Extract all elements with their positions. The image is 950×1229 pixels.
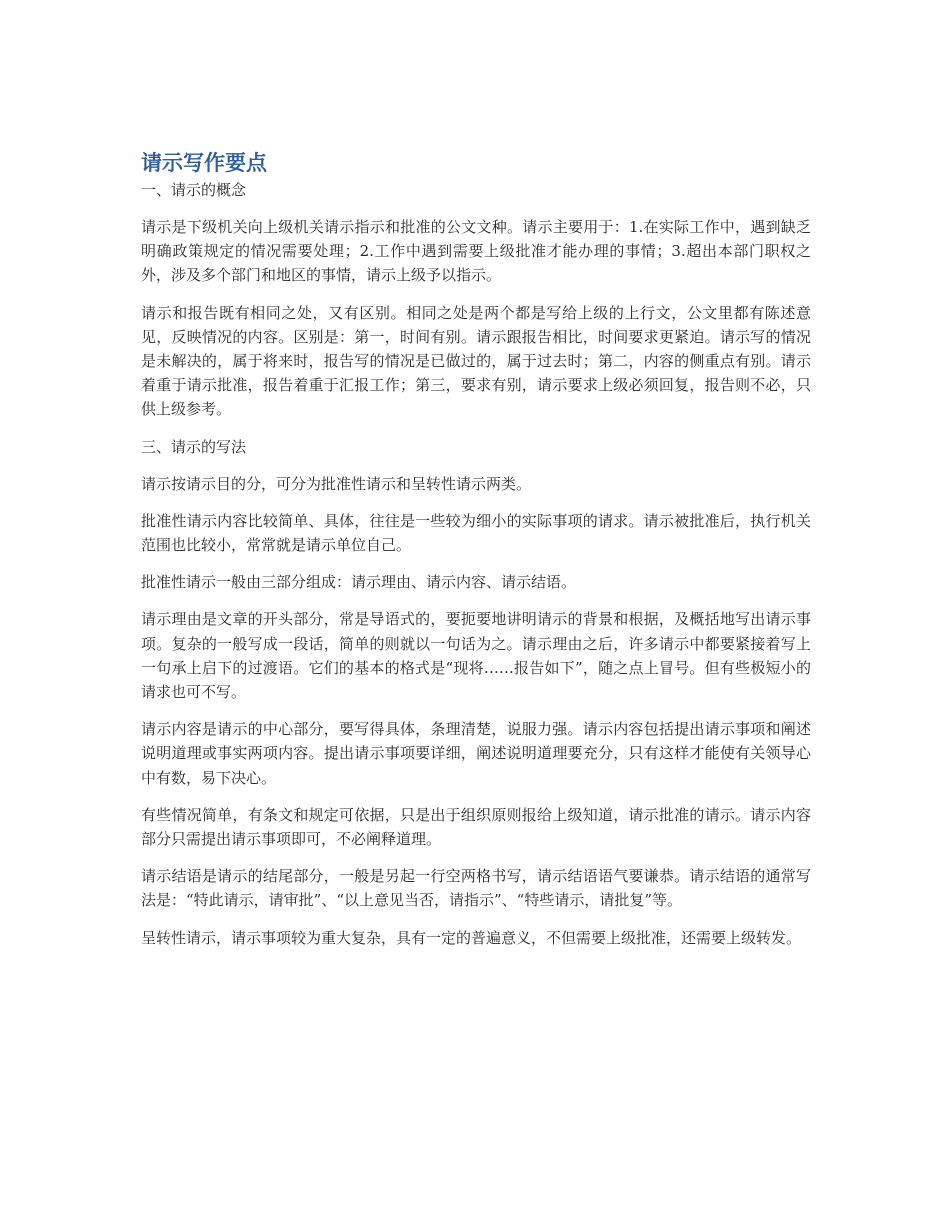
paragraph-approval-type: 批准性请示内容比较简单、具体，往往是一些较为细小的实际事项的请求。请示被批准后，执行机关范围也比较小，常常就是请示单位自己。 <box>141 511 811 555</box>
paragraph-definition: 请示是下级机关向上级机关请示指示和批准的公文文种。请示主要用于：1.在实际工作中，遇到缺乏明确政策规定的情况需要处理；2.工作中遇到需要上级批准才能办理的事情；3.超出本部门职权之外，涉及多个部门和地区的事情，请示上级予以指示。 <box>141 218 811 285</box>
paragraph-closing: 请示结语是请示的结尾部分，一般是另起一行空两格书写，请示结语语气要谦恭。请示结语的通常写法是：“特此请示，请审批”、“以上意见当否，请指示”、“特些请示，请批复”等。 <box>141 867 811 910</box>
paragraph-composition: 批准性请示一般由三部分组成：请示理由、请示内容、请示结语。 <box>141 573 577 592</box>
paragraph-difference: 请示和报告既有相同之处，又有区别。相同之处是两个都是写给上级的上行文，公文里都有陈述意见，反映情况的内容。区别是：第一，时间有别。请示跟报告相比，时间要求更紧迫。请示写的情况是未解决的，属于将来时，报告写的情况是已做过的，属于过去时；第二，内容的侧重点有别。请示着重于请示批准，报告着重于汇报工作；第三，要求有别，请示要求上级必须回复，报告则不必，只供上级参考。 <box>141 303 811 419</box>
section-heading-concept: 一、请示的概念 <box>141 181 247 199</box>
document-page <box>141 148 811 963</box>
paragraph-simple-cases: 有些情况简单，有条文和规定可依据，只是出于组织原则报给上级知道，请示批准的请示。请示内容部分只需提出请示事项即可，不必阐释道理。 <box>141 805 811 849</box>
paragraph-forwarding-type: 呈转性请示，请示事项较为重大复杂，具有一定的普遍意义，不但需要上级批准，还需要上级转发。 <box>141 928 802 947</box>
document-title: 请示写作要点 <box>141 151 267 175</box>
paragraph-reason: 请示理由是文章的开头部分，常是导语式的，要扼要地讲明请示的背景和根据，及概括地写出请示事项。复杂的一般写成一段话，简单的则就以一句话为之。请示理由之后，许多请示中都要紧接着写上一句承上启下的过渡语。它们的基本的格式是“现将……报告如下”，随之点上冒号。但有些极短小的请求也可不写。 <box>141 610 811 702</box>
section-heading-writing: 三、请示的写法 <box>141 437 247 456</box>
paragraph-types: 请示按请示目的分，可分为批准性请示和呈转性请示两类。 <box>141 474 532 493</box>
paragraph-content: 请示内容是请示的中心部分，要写得具体，条理清楚，说服力强。请示内容包括提出请示事项和阐述说明道理或事实两项内容。提出请示事项要详细，阐述说明道理要充分，只有这样才能使有关领导心中有数，易下决心。 <box>141 720 811 787</box>
